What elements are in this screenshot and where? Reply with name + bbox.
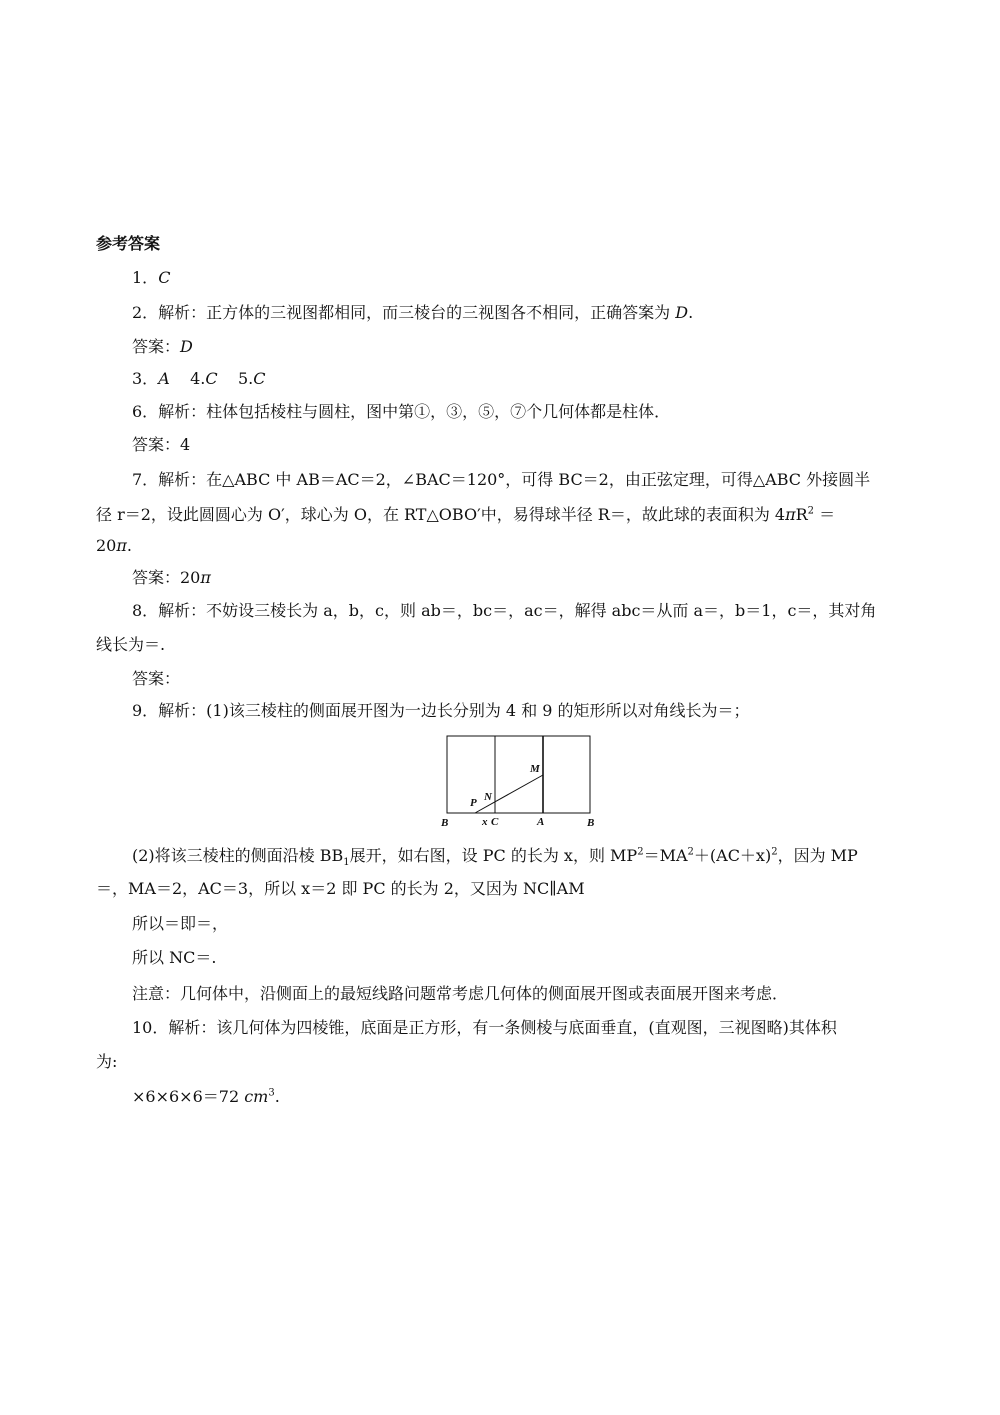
- answer-10-line-2: 为:: [96, 1052, 118, 1071]
- answer-8-final: 答案：: [132, 669, 181, 688]
- answer-2-final: 答案：D: [132, 337, 193, 356]
- label-b-left: B: [441, 817, 449, 829]
- answer-7-line-3: 20π.: [96, 536, 132, 555]
- answer-9-line-1: 9．解析：(1)该三棱柱的侧面展开图为一边长分别为 4 和 9 的矩形所以对角线长为＝；: [132, 701, 750, 720]
- label-p: P: [470, 797, 477, 809]
- answer-7-line-1: 7．解析：在△ABC 中 AB＝AC＝2，∠BAC＝120°，可得 BC＝2，由正弦定理，可得△ABC 外接圆半: [132, 470, 871, 489]
- answer-9-line-2: (2)将该三棱柱的侧面沿棱 $BB_1$展开，如右图，设 PC 的长为 x，则 $MP^2=MA^2+(AC+x)^2$，因为 MP: [132, 846, 858, 869]
- answer-2-explanation: 2．解析：正方体的三视图都相同，而三棱台的三视图各不相同，正确答案为 D.: [132, 303, 694, 322]
- answer-9-line-5: 所以 NC＝.: [132, 948, 217, 967]
- answer-8-line-1: 8．解析：不妨设三棱长为 a，b，c，则 ab＝，bc＝，ac＝，解得 abc＝从而 a＝，b＝1，c＝，其对角: [132, 601, 877, 620]
- answer-7-line-2: 径 r＝2，设此圆圆心为 O′，球心为 O，在 RT△OBO′中，易得球半径 R＝，故此球的表面积为 $4\pi R^2$ ＝: [96, 505, 836, 524]
- label-c: C: [491, 816, 499, 828]
- label-b-right: B: [587, 817, 595, 829]
- section-heading: 参考答案: [96, 234, 161, 253]
- rectangle-outline: [447, 736, 590, 813]
- answer-9-line-4: 所以＝即＝，: [132, 914, 229, 933]
- label-x: x: [482, 816, 488, 828]
- answer-9-note: 注意：几何体中，沿侧面上的最短线路问题常考虑几何体的侧面展开图或表面展开图来考虑．: [132, 984, 789, 1003]
- answer-10-line-3: ×6×6×6＝72 $cm^3$.: [132, 1087, 280, 1106]
- answer-6-final: 答案：4: [132, 435, 191, 454]
- label-m: M: [530, 763, 540, 775]
- prism-unfolded-diagram: [436, 733, 600, 831]
- label-n: N: [484, 791, 492, 803]
- answer-9-line-3: ＝，MA＝2，AC＝3，所以 x＝2 即 PC 的长为 2，又因为 NC∥AM: [96, 879, 585, 898]
- answers-3-5: 3．A 4.C 5.C: [132, 369, 266, 388]
- answer-7-final: 答案：20π: [132, 568, 211, 587]
- answer-10-line-1: 10．解析：该几何体为四棱锥，底面是正方形，有一条侧棱与底面垂直，(直观图，三视图略)其体积: [132, 1018, 837, 1037]
- answer-1: 1．C: [132, 268, 171, 287]
- answer-8-line-2: 线长为＝.: [96, 635, 166, 654]
- answer-6-explanation: 6．解析：柱体包括棱柱与圆柱，图中第①，③，⑤，⑦个几何体都是柱体．: [132, 402, 671, 421]
- label-a: A: [537, 816, 545, 828]
